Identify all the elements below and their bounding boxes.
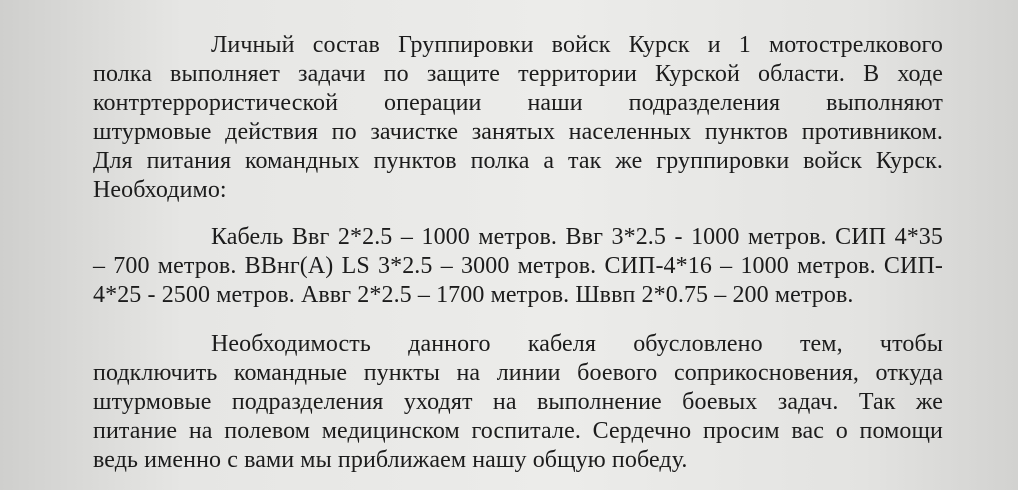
text-line: Личный состав Группировки войск Курск и 1 мотострелкового bbox=[211, 32, 943, 58]
text-line: полка выполняет задачи по защите территории Курской области. В ходе bbox=[93, 61, 943, 87]
paragraph-situation bbox=[93, 31, 943, 205]
paragraph-justification bbox=[93, 330, 943, 475]
text-line: Необходимо: bbox=[93, 177, 227, 203]
text-line: 4*25 - 2500 метров. Аввг 2*2.5 – 1700 метров. Шввп 2*0.75 – 200 метров. bbox=[93, 282, 854, 308]
text-line: подключить командные пункты на линии боевого соприкосновения, откуда bbox=[93, 360, 943, 386]
text-line: штурмовые действия по зачистке занятых населенных пунктов противником. bbox=[93, 119, 943, 145]
text-line: Для питания командных пунктов полка а так же группировки войск Курск. bbox=[93, 148, 943, 174]
text-line: Необходимость данного кабеля обусловлено тем, чтобы bbox=[211, 331, 943, 357]
paragraph-cable-list bbox=[93, 223, 943, 310]
text-line: ведь именно с вами мы приближаем нашу общую победу. bbox=[93, 447, 688, 473]
text-line: штурмовые подразделения уходят на выполнение боевых задач. Так же bbox=[93, 389, 943, 415]
text-line: – 700 метров. ВВнг(А) LS 3*2.5 – 3000 метров. СИП-4*16 – 1000 метров. СИП- bbox=[93, 253, 943, 279]
text-line: Кабель Ввг 2*2.5 – 1000 метров. Ввг 3*2.5 - 1000 метров. СИП 4*35 bbox=[211, 224, 943, 250]
text-line: питание на полевом медицинском госпитале. Сердечно просим вас о помощи bbox=[93, 418, 943, 444]
text-line: контртеррористической операции наши подразделения выполняют bbox=[93, 90, 943, 116]
